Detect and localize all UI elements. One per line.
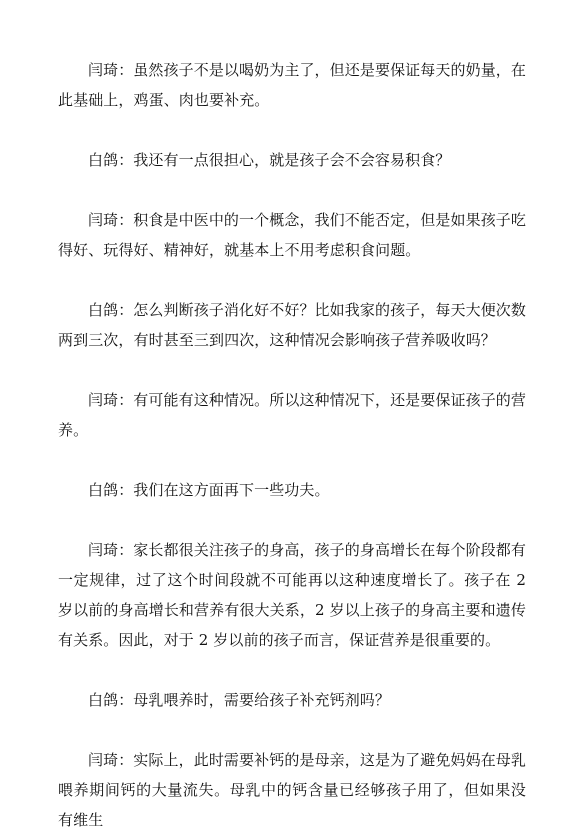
paragraph-4: 白鸽：怎么判断孩子消化好不好？比如我家的孩子，每天大便次数两到三次，有时甚至三到四次，这种情况会影响孩子营养吸收吗？ bbox=[58, 301, 526, 349]
paragraph-1: 闫琦：虽然孩子不是以喝奶为主了，但还是要保证每天的奶量，在此基础上，鸡蛋、肉也要补充。 bbox=[58, 61, 526, 109]
paragraph-5: 闫琦：有可能有这种情况。所以这种情况下，还是要保证孩子的营养。 bbox=[58, 391, 526, 439]
interview-transcript bbox=[58, 55, 526, 835]
paragraph-6: 白鸽：我们在这方面再下一些功夫。 bbox=[88, 481, 330, 499]
paragraph-3: 闫琦：积食是中医中的一个概念，我们不能否定，但是如果孩子吃得好、玩得好、精神好，就基本上不用考虑积食问题。 bbox=[58, 211, 526, 259]
paragraph-9: 闫琦：实际上，此时需要补钙的是母亲，这是为了避免妈妈在母乳喂养期间钙的大量流失。母乳中的钙含量已经够孩子用了，但如果没有维生 bbox=[58, 751, 526, 829]
paragraph-8: 白鸽：母乳喂养时，需要给孩子补充钙剂吗？ bbox=[88, 691, 391, 709]
paragraph-7: 闫琦：家长都很关注孩子的身高，孩子的身高增长在每个阶段都有一定规律，过了这个时间段就不可能再以这种速度增长了。孩子在 2 岁以前的身高增长和营养有很大关系，2 岁以上孩子的身高主要和遗传有关系。因此，对于 2 岁以前的孩子而言，保证营养是很重要的。 bbox=[58, 541, 526, 649]
paragraph-2: 白鸽：我还有一点很担心，就是孩子会不会容易积食？ bbox=[88, 151, 451, 169]
